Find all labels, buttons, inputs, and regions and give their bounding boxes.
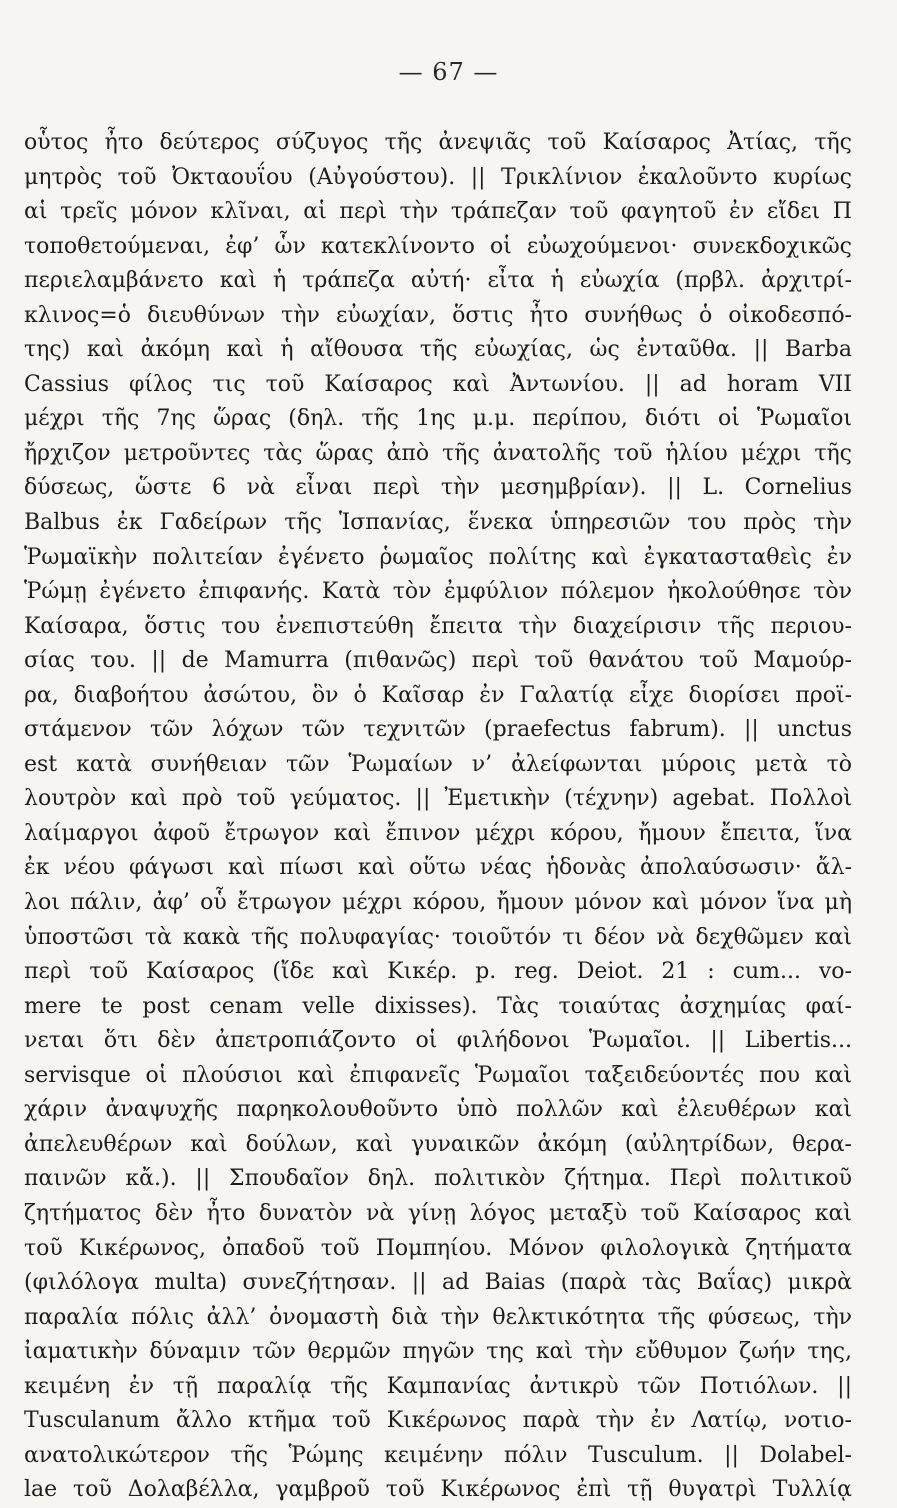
text-line: servisque οἱ πλούσιοι καὶ ἐπιφανεῖς Ῥωμαῖοι ταξειδεύοντές που καὶ <box>24 1062 852 1088</box>
text-line: est κατὰ συνήθειαν τῶν Ῥωμαίων ν’ ἀλείφωνται μύροις μετὰ τὸ <box>24 751 852 777</box>
text-line: lae τοῦ Δολαβέλλα, γαμβροῦ τοῦ Κικέρωνος ἐπὶ τῇ θυγατρὶ Τυλλίᾳ <box>24 1477 852 1503</box>
text-line: ἤρχιζον μετροῦντες τὰς ὥρας ἀπὸ τῆς ἀνατολῆς τοῦ ἡλίου μέχρι τῆς <box>24 440 852 466</box>
text-line: ανατολικώτερον τῆς Ῥώμης κειμένην πόλιν Tusculum. || Dolabel- <box>24 1442 852 1468</box>
text-line: λαίμαργοι ἀφοῦ ἔτρωγον καὶ ἔπινον μέχρι κόρου, ἤμουν ἔπειτα, ἵνα <box>24 820 852 846</box>
text-line: ρα, διαβοήτου ἀσώτου, ὃν ὁ Καῖσαρ ἐν Γαλατίᾳ εἶχε διορίσει προϊ- <box>24 682 852 708</box>
text-line: μέχρι τῆς 7ης ὥρας (δηλ. τῆς 1ης μ.μ. περίπου, διότι οἱ Ῥωμαῖοι <box>24 406 852 432</box>
text-line: τοῦ Κικέρωνος, ὀπαδοῦ τοῦ Πομπηίου. Μόνον φιλολογικὰ ζητήματα <box>24 1235 852 1261</box>
text-line: αἱ τρεῖς μόνον κλῖναι, αἱ περὶ τὴν τράπεζαν τοῦ φαγητοῦ ἐν εἴδει Π <box>24 199 852 225</box>
text-line: mere te post cenam velle dixisses). Τὰς τοιαύτας ἀσχημίας φαί- <box>24 993 852 1019</box>
text-line: της) καὶ ἀκόμη καὶ ἡ αἴθουσα τῆς εὐωχίας, ὡς ἐνταῦθα. || Barba <box>24 337 852 363</box>
text-line: τοποθετούμεναι, ἐφ’ ὧν κατεκλίνοντο οἱ εὐωχούμενοι· συνεκδοχικῶς <box>24 233 852 259</box>
text-line: ὑποστῶσι τὰ κακὰ τῆς πολυφαγίας· τοιοῦτόν τι δέον νὰ δεχθῶμεν καὶ <box>24 924 852 950</box>
text-line: (φιλόλογα multa) συνεζήτησαν. || ad Baias (παρὰ τὰς Βαΐας) μικρὰ <box>24 1270 852 1296</box>
text-line: στάμενον τῶν λόχων τῶν τεχνιτῶν (praefectus fabrum). || unctus <box>24 717 852 743</box>
text-line: Tusculanum ἄλλο κτῆμα τοῦ Κικέρωνος παρὰ τὴν ἐν Λατίῳ, νοτιο- <box>24 1408 852 1434</box>
text-line: οὗτος ἦτο δεύτερος σύζυγος τῆς ἀνεψιᾶς τοῦ Καίσαρος Ἀτίας, τῆς <box>24 130 852 155</box>
text-line: Ῥώμῃ ἐγένετο ἐπιφανής. Κατὰ τὸν ἐμφύλιον πόλεμον ἠκολούθησε τὸν <box>24 579 852 605</box>
text-line: νεται ὅτι δὲν ἀπετροπιάζοντο οἱ φιλήδονοι Ῥωμαῖοι. || Libertis... <box>24 1028 852 1054</box>
text-line: Balbus ἐκ Γαδείρων τῆς Ἱσπανίας, ἕνεκα ὑπηρεσιῶν του πρὸς τὴν <box>24 510 852 536</box>
text-line: παραλία πόλις ἀλλ’ ὀνομαστὴ διὰ τὴν θελκτικότητα τῆς φύσεως, τὴν <box>24 1304 852 1330</box>
text-line: Καίσαρα, ὅστις του ἐνεπιστεύθη ἔπειτα τὴν διαχείρισιν τῆς περιου- <box>24 613 852 639</box>
text-line: Ῥωμαϊκὴν πολιτείαν ἐγένετο ῥωμαῖος πολίτης καὶ ἐγκατασταθεὶς ἐν <box>24 544 852 570</box>
body-text <box>24 126 852 1508</box>
text-line: κειμένη ἐν τῇ παραλίᾳ τῆς Καμπανίας ἀντικρὺ τῶν Ποτιόλων. || <box>24 1373 852 1399</box>
text-line: λοι πάλιν, ἀφ’ οὗ ἔτρωγον μέχρι κόρου, ἤμουν μόνον καὶ μόνον ἵνα μὴ <box>24 890 852 916</box>
text-line: περιελαμβάνετο καὶ ἡ τράπεζα αὐτή· εἶτα ἡ εὐωχία (πρβλ. ἀρχιτρί- <box>24 268 852 294</box>
text-line: λουτρὸν καὶ πρὸ τοῦ γεύματος. || Ἐμετικὴν (τέχνην) agebat. Πολλοὶ <box>24 786 852 812</box>
text-line: μητρὸς τοῦ Ὀκταουΐου (Αὐγούστου). || Τρικλίνιον ἐκαλοῦντο κυρίως <box>24 164 852 190</box>
text-line: Cassius φίλος τις τοῦ Καίσαρος καὶ Ἀντωνίου. || ad horam VII <box>24 371 852 397</box>
text-line: ζητήματος δὲν ἦτο δυνατὸν νὰ γίνῃ λόγος μεταξὺ τοῦ Καίσαρος καὶ <box>24 1200 852 1226</box>
text-line: παινῶν κἄ.). || Σπουδαῖον δηλ. πολιτικὸν ζήτημα. Περὶ πολιτικοῦ <box>24 1166 852 1192</box>
text-line: ἰαματικὴν δύναμιν τῶν θερμῶν πηγῶν της καὶ τὴν εὔθυμον ζωήν της, <box>24 1339 852 1365</box>
text-line: χάριν ἀναψυχῆς παρηκολουθοῦντο ὑπὸ πολλῶν καὶ ἐλευθέρων καὶ <box>24 1097 852 1123</box>
text-line: σίας του. || de Mamurra (πιθανῶς) περὶ τοῦ θανάτου τοῦ Μαμούρ- <box>24 648 852 674</box>
text-line: περὶ τοῦ Καίσαρος (ἴδε καὶ Κικέρ. p. reg. Deiot. 21 : cum... vo- <box>24 959 852 985</box>
text-line: ἀπελευθέρων καὶ δούλων, καὶ γυναικῶν ἀκόμη (αὐλητρίδων, θερα- <box>24 1131 852 1157</box>
text-line: ἐκ νέου φάγωσι καὶ πίωσι καὶ οὕτω νέας ἡδονὰς ἀπολαύσωσιν· ἄλ- <box>24 855 852 881</box>
text-line: δύσεως, ὥστε 6 νὰ εἶναι περὶ τὴν μεσημβρίαν). || L. Cornelius <box>24 475 852 501</box>
text-line: κλινος=ὁ διευθύνων τὴν εὐωχίαν, ὅστις ἦτο συνήθως ὁ οἰκοδεσπό- <box>24 302 852 328</box>
page-number: — 67 — <box>398 58 499 86</box>
